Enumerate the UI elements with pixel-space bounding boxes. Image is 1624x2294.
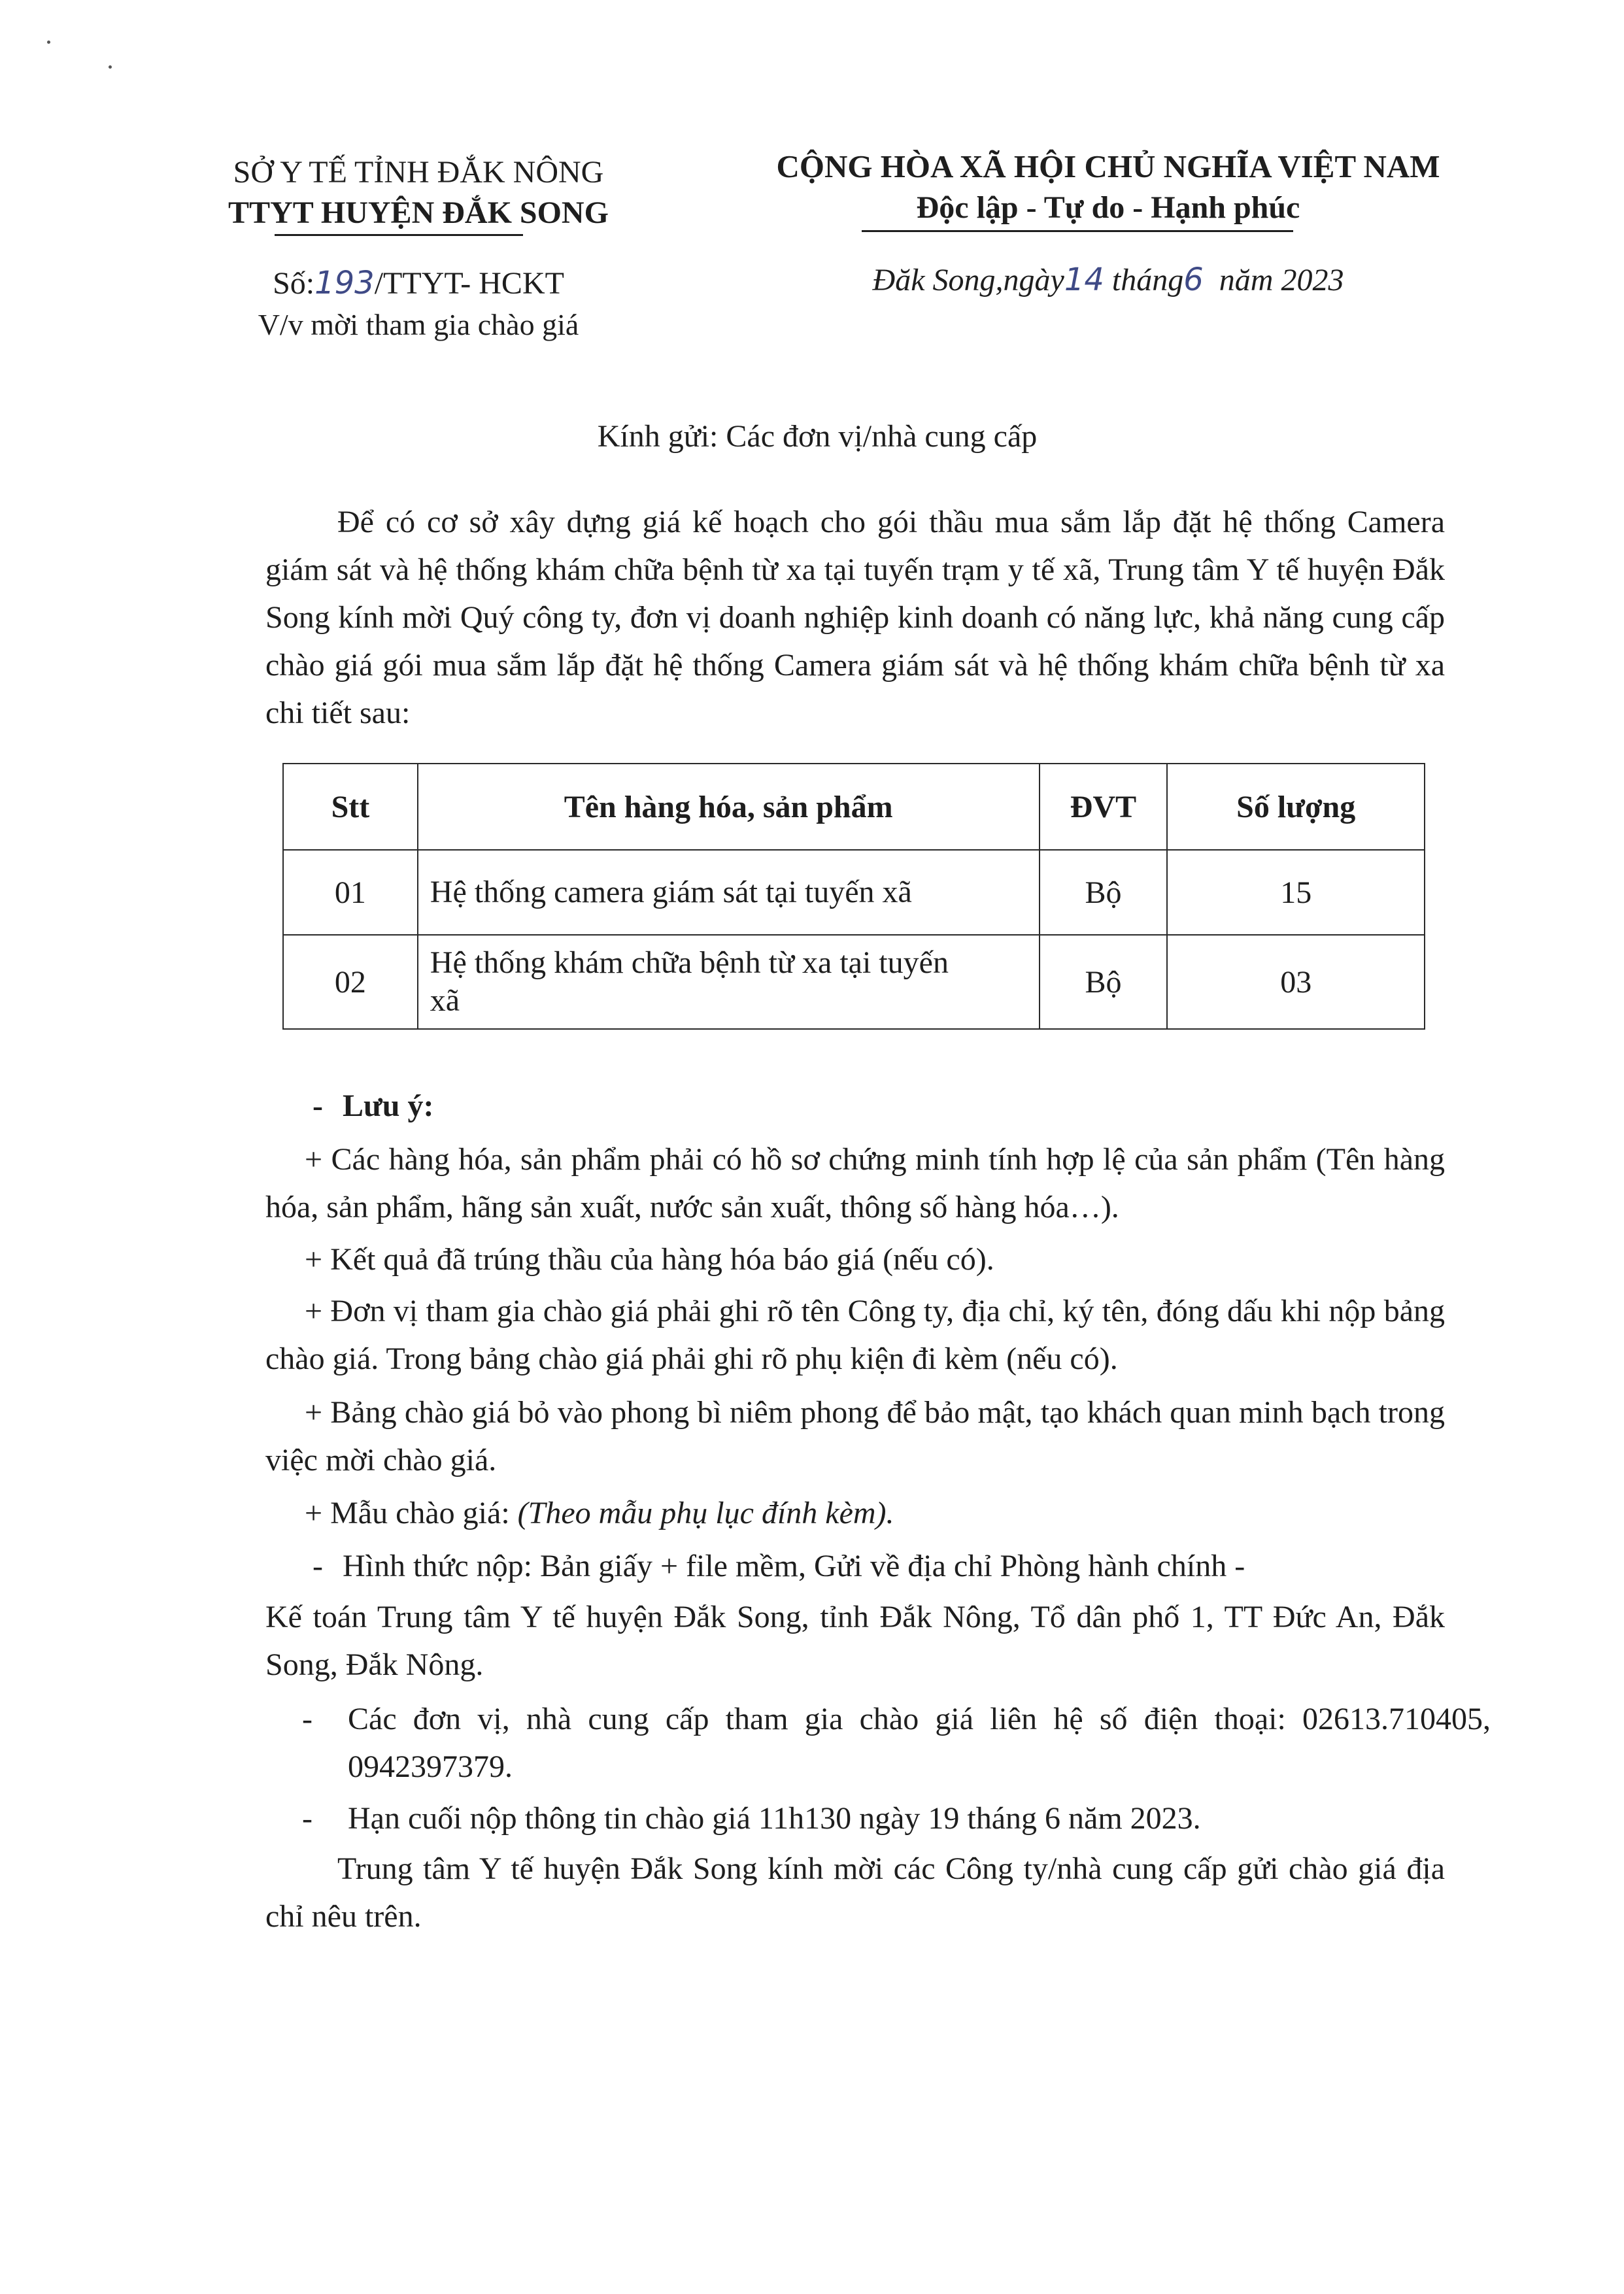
table-header-row (283, 764, 1425, 850)
plus-bullet: + (305, 1496, 331, 1530)
note-item-text: Bảng chào giá bỏ vào phong bì niêm phong để bảo mật, tạo khách quan minh bạch trong việc mời chào giá. (265, 1395, 1445, 1477)
submission-line1-text: Hình thức nộp: Bản giấy + file mềm, Gửi về địa chỉ Phòng hành chính - (342, 1549, 1245, 1583)
template-value: (Theo mẫu phụ lục đính kèm). (517, 1496, 894, 1530)
nation-title: CỘNG HÒA XÃ HỘI CHỦ NGHĨA VIỆT NAM (776, 148, 1440, 184)
org-parent: SỞ Y TẾ TỈNH ĐẮK NÔNG (233, 155, 604, 190)
table-row (283, 935, 1425, 1029)
doc-subject: V/v mời tham gia chào giá (258, 308, 579, 341)
motto: Độc lập - Tự do - Hạnh phúc (916, 190, 1300, 225)
notes-heading (313, 1088, 433, 1124)
plus-bullet: + (305, 1142, 331, 1177)
org-underline (275, 234, 523, 236)
cell-unit: Bộ (1040, 935, 1168, 1029)
date-day-handwritten: 14 (1064, 261, 1104, 298)
doc-number-prefix: Số: (273, 266, 315, 301)
note-item-text: Đơn vị tham gia chào giá phải ghi rõ tên Công ty, địa chỉ, ký tên, đóng dấu khi nộp bảng chào giá. Trong bảng chào giá phải ghi rõ phụ kiện đi kèm (nếu có). (265, 1294, 1445, 1376)
doc-number (150, 265, 686, 301)
col-header-stt: Stt (283, 764, 418, 850)
motto-underline (862, 230, 1293, 232)
dash-bullet: - (302, 1801, 313, 1836)
cell-unit: Bộ (1040, 850, 1168, 935)
note-item (265, 1389, 1445, 1484)
cell-qty: 03 (1167, 935, 1425, 1029)
submission-line1 (313, 1542, 1445, 1590)
deadline-text: Hạn cuối nộp thông tin chào giá 11h130 ngày 19 tháng 6 năm 2023. (348, 1801, 1201, 1836)
contact-text: Các đơn vị, nhà cung cấp tham gia chào giá liên hệ số điện thoại: 02613.710405, 0942397379. (348, 1702, 1491, 1784)
table-row (283, 850, 1425, 935)
submission-line2: Kế toán Trung tâm Y tế huyện Đắk Song, tỉnh Đắk Nông, Tổ dân phố 1, TT Đức An, Đắk Song, Đắk Nông. (265, 1600, 1445, 1682)
note-item (265, 1136, 1445, 1231)
note-item (265, 1236, 1445, 1283)
dash-bullet: - (302, 1702, 313, 1736)
notes-heading-text: Lưu ý: (342, 1088, 434, 1123)
note-item (265, 1287, 1445, 1383)
plus-bullet: + (305, 1294, 331, 1328)
template-label: Mẫu chào giá: (330, 1496, 510, 1530)
contact-line (302, 1695, 1491, 1791)
closing-paragraph: Trung tâm Y tế huyện Đắk Song kính mời các Công ty/nhà cung cấp gửi chào giá địa chỉ nêu trên. (265, 1851, 1445, 1934)
cell-name: Hệ thống khám chữa bệnh từ xa tại tuyến xã (418, 935, 1040, 1029)
note-template (305, 1489, 1445, 1537)
col-header-unit: ĐVT (1040, 764, 1168, 850)
cell-stt: 02 (283, 935, 418, 1029)
cell-stt: 01 (283, 850, 418, 935)
plus-bullet: + (305, 1395, 331, 1430)
deadline-line (302, 1795, 1445, 1842)
note-item-text: Kết quả đã trúng thầu của hàng hóa báo giá (nếu có). (330, 1242, 994, 1277)
date-place: Đăk Song,ngày (872, 263, 1064, 297)
col-header-name: Tên hàng hóa, sản phẩm (418, 764, 1040, 850)
org-name: TTYT HUYỆN ĐẮK SONG (228, 195, 609, 230)
date-year: năm 2023 (1219, 263, 1344, 297)
date-month-label: tháng (1111, 263, 1184, 297)
recipient: Kính gửi: Các đơn vị/nhà cung cấp (597, 419, 1038, 454)
cell-qty: 15 (1167, 850, 1425, 935)
date-month-handwritten: 6 (1183, 261, 1204, 298)
items-table (282, 763, 1425, 1030)
scan-speck (109, 65, 112, 69)
doc-date (706, 261, 1510, 298)
note-item-text: Các hàng hóa, sản phẩm phải có hồ sơ chứng minh tính hợp lệ của sản phẩm (Tên hàng hóa, sản phẩm, hãng sản xuất, nước sản xuất, thông số hàng hóa…). (265, 1142, 1446, 1224)
intro-paragraph: Để có cơ sở xây dựng giá kế hoạch cho gói thầu mua sắm lắp đặt hệ thống Camera giám sát và hệ thống khám chữa bệnh từ xa tại tuyến trạm y tế xã, Trung tâm Y tế huyện Đắk Song kính mời Quý công ty, đơn vị doanh nghiệp kinh doanh có năng lực, khả năng cung cấp chào giá gói mua sắm lắp đặt hệ thống Camera giám sát và hệ thống khám chữa bệnh từ xa chi tiết sau: (265, 505, 1445, 730)
dash-bullet: - (313, 1088, 323, 1123)
plus-bullet: + (305, 1242, 331, 1277)
doc-number-handwritten: 193 (314, 265, 375, 301)
doc-number-suffix: /TTYT- HCKT (374, 266, 564, 301)
col-header-qty: Số lượng (1167, 764, 1425, 850)
cell-name: Hệ thống camera giám sát tại tuyến xã (418, 850, 1040, 935)
dash-bullet: - (313, 1549, 323, 1583)
scan-speck (47, 41, 50, 44)
